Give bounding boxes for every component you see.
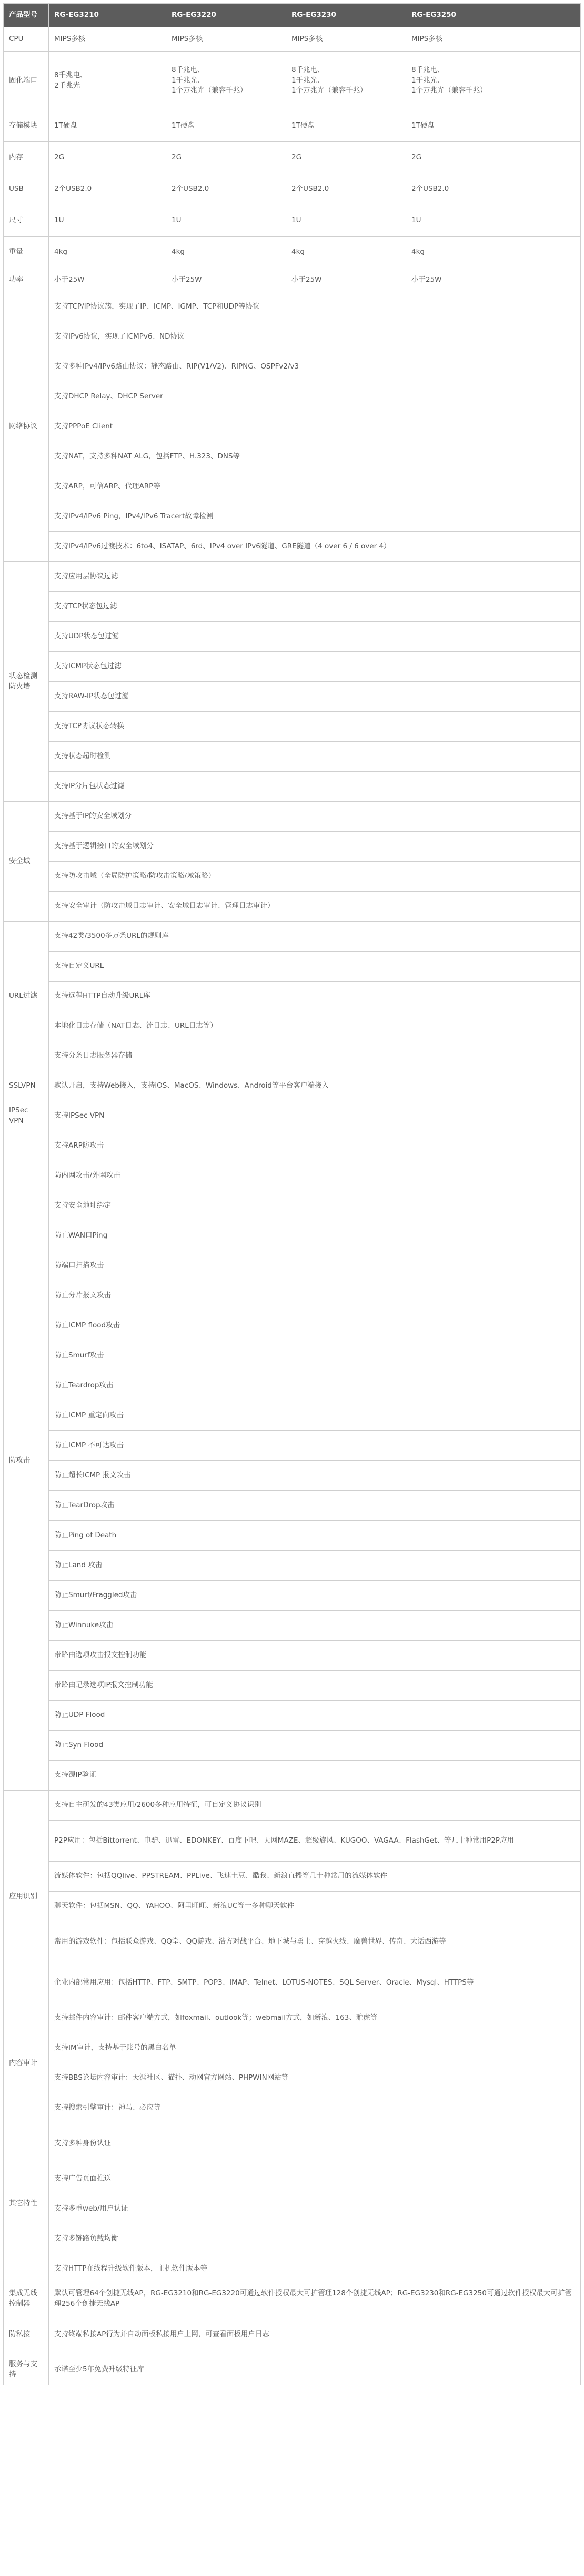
- spec-row-value: 2个USB2.0: [49, 173, 166, 205]
- feature-row: [4, 442, 581, 472]
- feature-item: 支持基于逻辑接口的安全域划分: [49, 832, 581, 862]
- feature-row: [4, 1491, 581, 1521]
- feature-item: 流媒体软件：包括QQlive、PPSTREAM、PPLive、飞速土豆、酷我、新浪直播等几十种常用的流媒体软件: [49, 1862, 581, 1892]
- feature-item: 支持终端私接AP行为并自动面板私接用户上网，可查看面板用户日志: [49, 2314, 581, 2355]
- feature-item: 防止ICMP 重定向攻击: [49, 1401, 581, 1431]
- feature-row: [4, 802, 581, 832]
- feature-row: [4, 1671, 581, 1701]
- feature-row: [4, 1161, 581, 1191]
- feature-row: [4, 292, 581, 322]
- feature-item: 防止Smurf攻击: [49, 1341, 581, 1371]
- feature-row: [4, 2355, 581, 2385]
- feature-section-label: 服务与支 持: [4, 2355, 49, 2385]
- feature-row: [4, 742, 581, 772]
- feature-item: 常用的游戏软件：包括联众游戏、QQ堂、QQ游戏、浩方对战平台、地下城与勇士、穿越火线、魔兽世界、传奇、大话西游等: [49, 1921, 581, 1962]
- feature-item: 支持分条日志服务器存储: [49, 1041, 581, 1071]
- feature-item: 支持自定义URL: [49, 952, 581, 982]
- feature-row: [4, 1521, 581, 1551]
- header-model-4: RG-EG3250: [406, 4, 581, 27]
- feature-row: [4, 1862, 581, 1892]
- feature-row: [4, 682, 581, 712]
- spec-row-value: 2G: [166, 142, 286, 173]
- spec-row-value: 1T硬盘: [286, 110, 406, 142]
- spec-row-label: 内存: [4, 142, 49, 173]
- feature-section-label: 安全域: [4, 802, 49, 922]
- spec-row: [4, 110, 581, 142]
- spec-row: [4, 237, 581, 268]
- feature-item: 防止Winnuke攻击: [49, 1611, 581, 1641]
- feature-item: 支持搜索引擎审计：神马、必应等: [49, 2093, 581, 2123]
- feature-row: [4, 862, 581, 892]
- feature-item: 支持ICMP状态包过滤: [49, 652, 581, 682]
- feature-item: 支持广告页面推送: [49, 2164, 581, 2194]
- feature-row: [4, 1821, 581, 1862]
- feature-row: [4, 1191, 581, 1221]
- feature-item: 带路由记录选项IP报文控制功能: [49, 1671, 581, 1701]
- header-label: 产品型号: [4, 4, 49, 27]
- spec-row-value: 2G: [49, 142, 166, 173]
- feature-row: [4, 952, 581, 982]
- feature-item: 支持状态超时检测: [49, 742, 581, 772]
- feature-row: [4, 1101, 581, 1131]
- feature-item: 防止Teardrop攻击: [49, 1371, 581, 1401]
- spec-row-value: 小于25W: [406, 268, 581, 292]
- feature-item: 支持42类/3500多万条URL的规则库: [49, 922, 581, 952]
- header-model-1: RG-EG3210: [49, 4, 166, 27]
- feature-item: 防止TearDrop攻击: [49, 1491, 581, 1521]
- feature-row: [4, 1731, 581, 1761]
- spec-row-value: 1U: [406, 205, 581, 237]
- spec-row-value: 4kg: [286, 237, 406, 268]
- feature-row: [4, 1962, 581, 2003]
- feature-item: 支持多种IPv4/IPv6路由协议：静态路由、RIP(V1/V2)、RIPNG、OSPFv2/v3: [49, 352, 581, 382]
- feature-row: [4, 1311, 581, 1341]
- spec-table: [3, 3, 581, 2385]
- feature-row: [4, 1431, 581, 1461]
- feature-item: 防止超长ICMP 报文攻击: [49, 1461, 581, 1491]
- feature-item: 支持PPPoE Client: [49, 412, 581, 442]
- feature-section-label: URL过滤: [4, 922, 49, 1071]
- feature-row: [4, 2093, 581, 2123]
- feature-row: [4, 1761, 581, 1791]
- spec-row-value: 小于25W: [286, 268, 406, 292]
- feature-section-label: 内容审计: [4, 2003, 49, 2123]
- feature-item: 支持多链路负载均衡: [49, 2224, 581, 2254]
- feature-row: [4, 2003, 581, 2033]
- spec-row-value: 1T硬盘: [166, 110, 286, 142]
- spec-row-value: 8千兆电、 1千兆光、 1个万兆光（兼容千兆）: [406, 52, 581, 110]
- feature-row: [4, 1011, 581, 1041]
- feature-row: [4, 1131, 581, 1161]
- spec-row-label: CPU: [4, 27, 49, 52]
- feature-section-label: IPSec VPN: [4, 1101, 49, 1131]
- feature-row: [4, 1401, 581, 1431]
- header-row: [4, 4, 581, 27]
- feature-item: 支持远程HTTP自动升级URL库: [49, 982, 581, 1011]
- feature-row: [4, 502, 581, 532]
- feature-item: 支持IPv6协议，实现了ICMPv6、ND协议: [49, 322, 581, 352]
- feature-row: [4, 1611, 581, 1641]
- feature-row: [4, 1921, 581, 1962]
- feature-item: 防止WAN口Ping: [49, 1221, 581, 1251]
- feature-item: 支持HTTP在线程升级软件版本，主机软件版本等: [49, 2254, 581, 2284]
- feature-item: 支持IP分片包状态过滤: [49, 772, 581, 802]
- feature-row: [4, 982, 581, 1011]
- feature-row: [4, 922, 581, 952]
- feature-row: [4, 2063, 581, 2093]
- feature-item: 支持多重web/用户认证: [49, 2194, 581, 2224]
- spec-row-value: 4kg: [49, 237, 166, 268]
- feature-row: [4, 1371, 581, 1401]
- feature-row: [4, 352, 581, 382]
- feature-row: [4, 2194, 581, 2224]
- feature-item: P2P应用：包括Bittorrent、电驴、迅雷、EDONKEY、百度下吧、天网MAZE、超级旋风、KUGOO、VAGAA、FlashGet、等几十种常用P2P应用: [49, 1821, 581, 1862]
- feature-row: [4, 1791, 581, 1821]
- feature-item: 支持IPv4/IPv6 Ping，IPv4/IPv6 Tracert故障检测: [49, 502, 581, 532]
- spec-row-value: 2个USB2.0: [406, 173, 581, 205]
- feature-item: 支持IPv4/IPv6过渡技术：6to4、ISATAP、6rd、IPv4 over IPv6隧道、GRE隧道（4 over 6 / 6 over 4）: [49, 532, 581, 562]
- spec-row-value: 小于25W: [49, 268, 166, 292]
- feature-item: 防端口扫描攻击: [49, 1251, 581, 1281]
- feature-item: 支持UDP状态包过滤: [49, 622, 581, 652]
- feature-item: 防止Ping of Death: [49, 1521, 581, 1551]
- feature-item: 支持ARP防攻击: [49, 1131, 581, 1161]
- feature-row: [4, 1041, 581, 1071]
- spec-row-value: 4kg: [406, 237, 581, 268]
- spec-row-label: 功率: [4, 268, 49, 292]
- spec-row: [4, 268, 581, 292]
- feature-item: 支持TCP/IP协议簇，实现了IP、ICMP、IGMP、TCP和UDP等协议: [49, 292, 581, 322]
- spec-row-value: 8千兆电、 1千兆光、 1个万兆光（兼容千兆）: [166, 52, 286, 110]
- feature-row: [4, 562, 581, 592]
- feature-row: [4, 2254, 581, 2284]
- feature-section-label: 防攻击: [4, 1131, 49, 1791]
- feature-section-label: 应用识别: [4, 1791, 49, 2003]
- feature-row: [4, 1071, 581, 1101]
- feature-row: [4, 412, 581, 442]
- feature-row: [4, 472, 581, 502]
- feature-item: 防止UDP Flood: [49, 1701, 581, 1731]
- feature-row: [4, 2284, 581, 2314]
- header-model-3: RG-EG3230: [286, 4, 406, 27]
- feature-section-label: 集成无线 控制器: [4, 2284, 49, 2314]
- feature-row: [4, 1581, 581, 1611]
- spec-row-value: MIPS多核: [49, 27, 166, 52]
- spec-row-value: 2G: [286, 142, 406, 173]
- feature-item: 默认开启，支持Web接入，支持iOS、MacOS、Windows、Android等平台客户端接入: [49, 1071, 581, 1101]
- spec-row-value: MIPS多核: [406, 27, 581, 52]
- feature-section-label: 其它特性: [4, 2123, 49, 2284]
- feature-row: [4, 1551, 581, 1581]
- feature-item: 支持ARP，可信ARP、代理ARP等: [49, 472, 581, 502]
- feature-item: 默认可管理64个创捷无线AP，RG-EG3210和RG-EG3220可通过软件授权最大可扩管理128个创捷无线AP；RG-EG3230和RG-EG3250可通过软件授权最大可扩管理256个创捷无线AP: [49, 2284, 581, 2314]
- feature-item: 带路由选项攻击报文控制功能: [49, 1641, 581, 1671]
- feature-row: [4, 892, 581, 922]
- feature-row: [4, 622, 581, 652]
- feature-item: 支持IM审计，支持基于账号的黑白名单: [49, 2033, 581, 2063]
- feature-item: 防止分片报文攻击: [49, 1281, 581, 1311]
- feature-row: [4, 1461, 581, 1491]
- spec-row-value: 小于25W: [166, 268, 286, 292]
- feature-item: 支持DHCP Relay、DHCP Server: [49, 382, 581, 412]
- spec-row-value: 2G: [406, 142, 581, 173]
- feature-item: 支持BBS论坛内容审计：天涯社区、猫扑、动网官方网站、PHPWIN网站等: [49, 2063, 581, 2093]
- feature-item: 支持源IP验证: [49, 1761, 581, 1791]
- feature-item: 防止Smurf/Fraggled攻击: [49, 1581, 581, 1611]
- spec-row: [4, 27, 581, 52]
- spec-row-value: 1U: [49, 205, 166, 237]
- spec-row-value: MIPS多核: [286, 27, 406, 52]
- feature-row: [4, 2164, 581, 2194]
- feature-item: 聊天软件：包括MSN、QQ、YAHOO、阿里旺旺、新浪UC等十多种聊天软件: [49, 1892, 581, 1921]
- feature-row: [4, 1251, 581, 1281]
- spec-row: [4, 52, 581, 110]
- feature-item: 支持基于IP的安全域划分: [49, 802, 581, 832]
- feature-item: 防止Land 攻击: [49, 1551, 581, 1581]
- feature-row: [4, 1892, 581, 1921]
- spec-row-value: 4kg: [166, 237, 286, 268]
- spec-row: [4, 173, 581, 205]
- feature-section-label: 防私接: [4, 2314, 49, 2355]
- spec-row-value: 2个USB2.0: [166, 173, 286, 205]
- feature-item: 支持TCP协议状态转换: [49, 712, 581, 742]
- feature-row: [4, 772, 581, 802]
- feature-row: [4, 1221, 581, 1251]
- feature-row: [4, 322, 581, 352]
- feature-row: [4, 2033, 581, 2063]
- spec-row-value: 8千兆电、 2千兆光: [49, 52, 166, 110]
- feature-item: 防止Syn Flood: [49, 1731, 581, 1761]
- feature-item: 支持安全审计（防攻击域日志审计、安全域日志审计、管理日志审计）: [49, 892, 581, 922]
- feature-row: [4, 712, 581, 742]
- feature-item: 支持IPSec VPN: [49, 1101, 581, 1131]
- spec-row-value: MIPS多核: [166, 27, 286, 52]
- feature-row: [4, 532, 581, 562]
- feature-item: 防内网攻击/外网攻击: [49, 1161, 581, 1191]
- spec-row-label: 固化端口: [4, 52, 49, 110]
- spec-row: [4, 142, 581, 173]
- feature-item: 本地化日志存储（NAT日志、流日志、URL日志等）: [49, 1011, 581, 1041]
- feature-item: 支持NAT，支持多种NAT ALG，包括FTP、H.323、DNS等: [49, 442, 581, 472]
- feature-item: 防止ICMP flood攻击: [49, 1311, 581, 1341]
- feature-item: 支持安全地址绑定: [49, 1191, 581, 1221]
- spec-row-value: 1T硬盘: [49, 110, 166, 142]
- feature-row: [4, 1341, 581, 1371]
- feature-item: 支持TCP状态包过滤: [49, 592, 581, 622]
- spec-row-value: 1U: [286, 205, 406, 237]
- feature-row: [4, 1281, 581, 1311]
- feature-row: [4, 832, 581, 862]
- spec-table-body: [4, 4, 581, 2385]
- feature-row: [4, 382, 581, 412]
- feature-item: 支持RAW-IP状态包过滤: [49, 682, 581, 712]
- feature-row: [4, 592, 581, 622]
- feature-section-label: SSLVPN: [4, 1071, 49, 1101]
- spec-row-value: 2个USB2.0: [286, 173, 406, 205]
- feature-item: 支持自主研发的43类应用/2600多种应用特征，可自定义协议识别: [49, 1791, 581, 1821]
- spec-row: [4, 205, 581, 237]
- spec-row-value: 1T硬盘: [406, 110, 581, 142]
- spec-row-value: 8千兆电、 1千兆光、 1个万兆光（兼容千兆）: [286, 52, 406, 110]
- feature-row: [4, 652, 581, 682]
- spec-row-label: 存储模块: [4, 110, 49, 142]
- spec-row-label: USB: [4, 173, 49, 205]
- feature-row: [4, 1701, 581, 1731]
- feature-item: 支持多种身份认证: [49, 2123, 581, 2164]
- feature-row: [4, 2314, 581, 2355]
- header-model-2: RG-EG3220: [166, 4, 286, 27]
- feature-item: 企业内部常用应用：包括HTTP、FTP、SMTP、POP3、IMAP、Telnet、LOTUS-NOTES、SQL Server、Oracle、Mysql、HTTPS等: [49, 1962, 581, 2003]
- feature-row: [4, 2123, 581, 2164]
- feature-item: 支持邮件内容审计：邮件客户端方式，如foxmail、outlook等；webmail方式，如新浪、163、雅虎等: [49, 2003, 581, 2033]
- feature-item: 防止ICMP 不可达攻击: [49, 1431, 581, 1461]
- feature-section-label: 网络协议: [4, 292, 49, 562]
- feature-row: [4, 1641, 581, 1671]
- feature-item: 支持应用层协议过滤: [49, 562, 581, 592]
- feature-row: [4, 2224, 581, 2254]
- feature-item: 承诺至少5年免费升级特征库: [49, 2355, 581, 2385]
- spec-row-label: 尺寸: [4, 205, 49, 237]
- feature-item: 支持防攻击域（全局防护策略/防攻击策略/域策略）: [49, 862, 581, 892]
- feature-section-label: 状态检测 防火墙: [4, 562, 49, 802]
- spec-row-value: 1U: [166, 205, 286, 237]
- spec-row-label: 重量: [4, 237, 49, 268]
